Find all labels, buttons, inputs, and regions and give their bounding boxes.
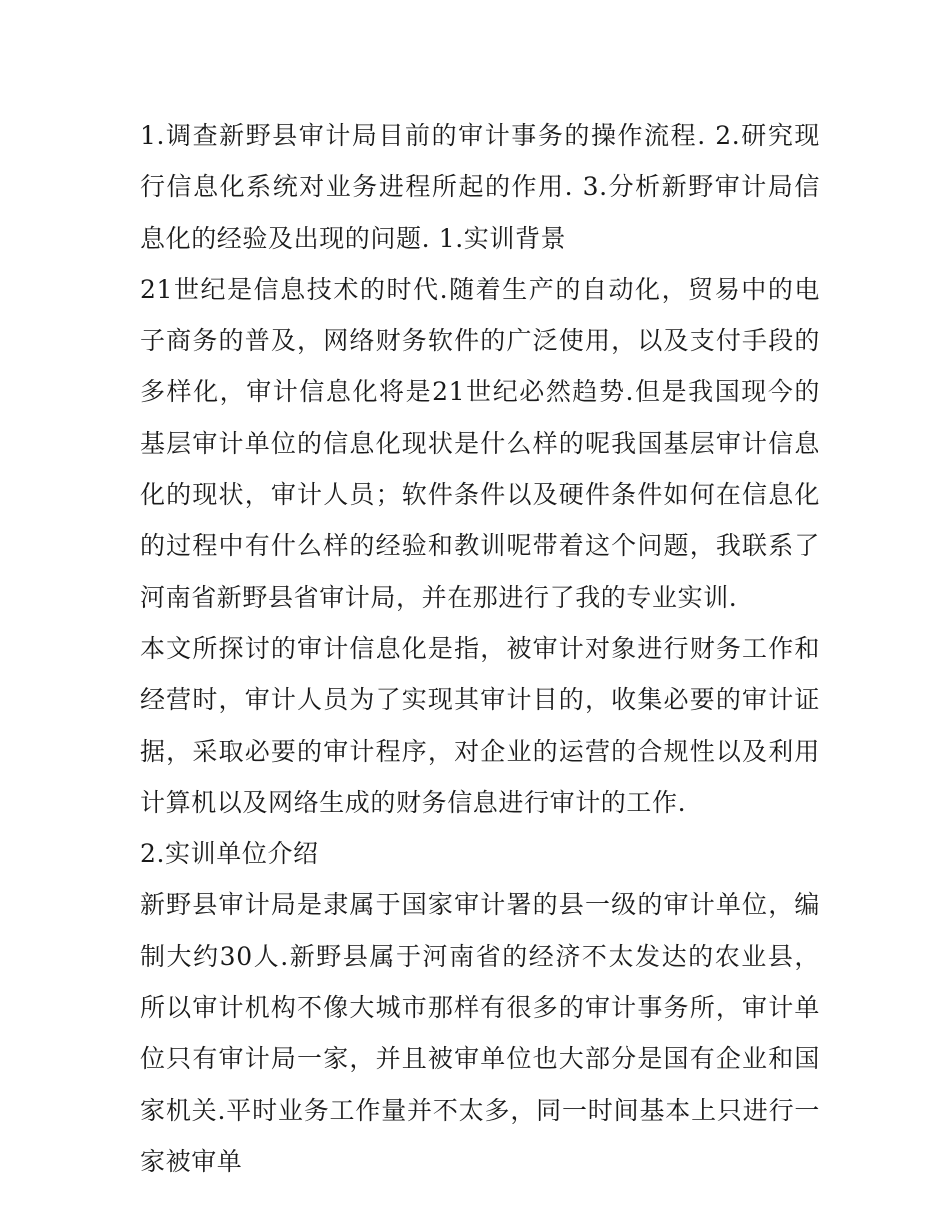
paragraph-unit-intro: 新野县审计局是隶属于国家审计署的县一级的审计单位，编制大约30人.新野县属于河南省的经济不太发达的农业县，所以审计机构不像大城市那样有很多的审计事务所，审计单位只有审计局一家，并且被审单位也大部分是国有企业和国家机关.平时业务工作量并不太多，同一时间基本上只进行一家被审单	[140, 890, 820, 1176]
section-heading-unit-intro: 2.实训单位介绍	[140, 839, 319, 869]
paragraph-definition: 本文所探讨的审计信息化是指，被审计对象进行财务工作和经营时，审计人员为了实现其审计目的，收集必要的审计证据，采取必要的审计程序，对企业的运营的合规性以及利用计算机以及网络生成的财务信息进行审计的工作.	[140, 633, 820, 817]
document-body	[140, 110, 820, 1187]
paragraph-objectives: 1.调查新野县审计局目前的审计事务的操作流程. 2.研究现行信息化系统对业务进程所起的作用. 3.分析新野审计局信息化的经验及出现的问题. 1.实训背景	[140, 121, 820, 253]
paragraph-background: 21世纪是信息技术的时代.随着生产的自动化，贸易中的电子商务的普及，网络财务软件的广泛使用，以及支付手段的多样化，审计信息化将是21世纪必然趋势.但是我国现今的基层审计单位的信息化现状是什么样的呢我国基层审计信息化的现状，审计人员；软件条件以及硬件条件如何在信息化的过程中有什么样的经验和教训呢带着这个问题，我联系了河南省新野县省审计局，并在那进行了我的专业实训.	[140, 274, 820, 612]
